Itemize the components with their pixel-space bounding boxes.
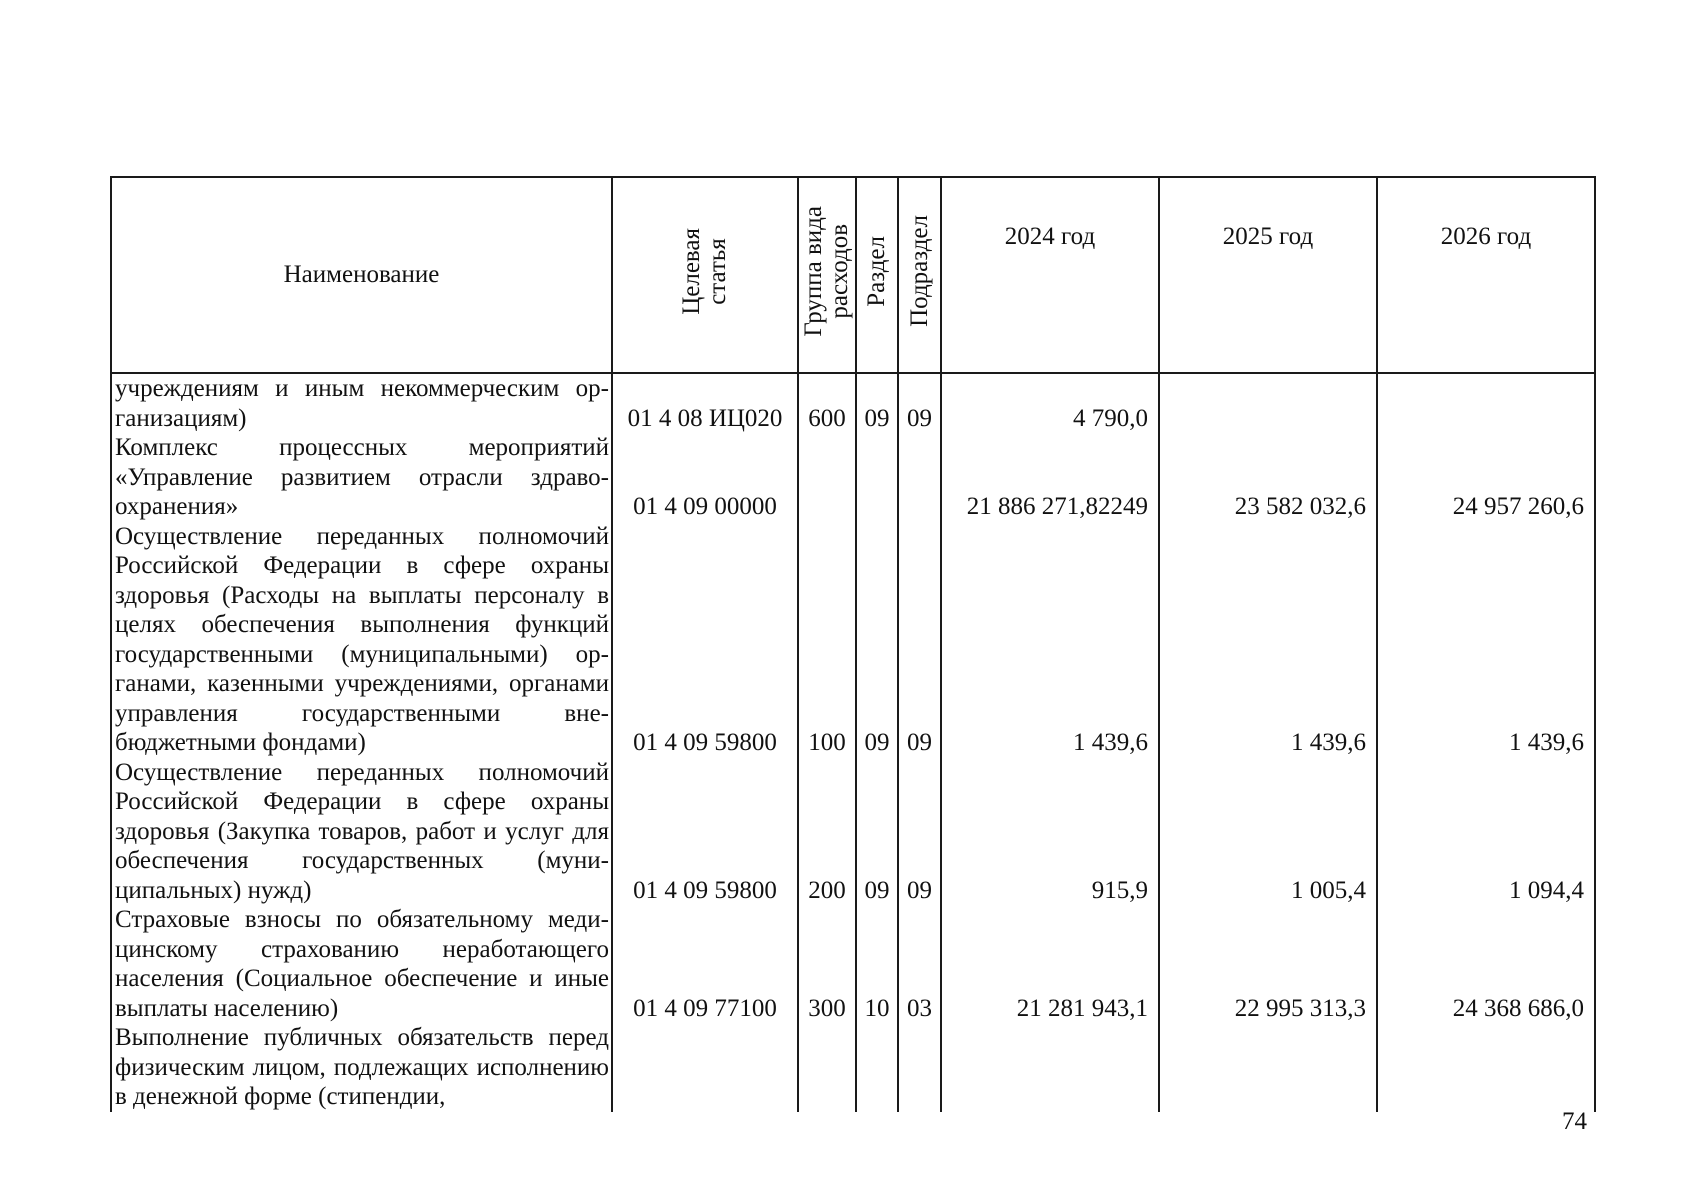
header-subsection: Подраздел	[898, 177, 941, 373]
row-subsection: 09	[898, 373, 941, 433]
table-row	[111, 905, 1595, 1023]
page-number: 74	[1562, 1108, 1587, 1135]
row-section: 09	[856, 373, 898, 433]
row-target-article	[612, 1023, 798, 1112]
row-value-2024	[941, 1023, 1159, 1112]
row-section: 09	[856, 522, 898, 758]
header-section: Раздел	[856, 177, 898, 373]
row-subsection: 03	[898, 905, 941, 1023]
row-value-2026	[1377, 1023, 1595, 1112]
budget-table	[110, 176, 1596, 1112]
row-section	[856, 433, 898, 522]
row-target-article: 01 4 09 59800	[612, 758, 798, 906]
row-name: Комплекс процессных мероприятий «Управление развитием отрасли здравоохранения»	[111, 433, 612, 522]
row-value-2026: 1 439,6	[1377, 522, 1595, 758]
table-row	[111, 522, 1595, 758]
row-value-2025	[1159, 1023, 1377, 1112]
header-target-article: Целевая статья	[612, 177, 798, 373]
header-expense-group: Группа вида расходов	[798, 177, 856, 373]
table-row	[111, 1023, 1595, 1112]
row-name: учреждениям и иным некоммерческим организациям)	[111, 373, 612, 433]
row-target-article: 01 4 09 59800	[612, 522, 798, 758]
row-value-2025: 23 582 032,6	[1159, 433, 1377, 522]
row-subsection: 09	[898, 522, 941, 758]
row-value-2025: 1 005,4	[1159, 758, 1377, 906]
row-subsection	[898, 433, 941, 522]
row-section: 10	[856, 905, 898, 1023]
row-value-2025	[1159, 373, 1377, 433]
row-section	[856, 1023, 898, 1112]
row-target-article: 01 4 09 00000	[612, 433, 798, 522]
table-row	[111, 433, 1595, 522]
row-target-article: 01 4 09 77100	[612, 905, 798, 1023]
row-expense-group: 300	[798, 905, 856, 1023]
row-name: Осуществление переданных полномочий Российской Федерации в сфере охраны здоровья (Закупка товаров, работ и услуг для обеспечения государственных (муниципальных) нужд)	[111, 758, 612, 906]
header-year-2024: 2024 год	[941, 177, 1159, 373]
row-value-2024: 4 790,0	[941, 373, 1159, 433]
row-value-2026: 24 368 686,0	[1377, 905, 1595, 1023]
row-value-2024: 915,9	[941, 758, 1159, 906]
row-value-2024: 21 886 271,82249	[941, 433, 1159, 522]
table-row	[111, 758, 1595, 906]
row-subsection: 09	[898, 758, 941, 906]
row-section: 09	[856, 758, 898, 906]
header-year-2026: 2026 год	[1377, 177, 1595, 373]
row-value-2025: 1 439,6	[1159, 522, 1377, 758]
row-target-article: 01 4 08 ИЦ020	[612, 373, 798, 433]
row-expense-group	[798, 433, 856, 522]
row-expense-group: 200	[798, 758, 856, 906]
row-value-2026	[1377, 373, 1595, 433]
row-value-2026: 1 094,4	[1377, 758, 1595, 906]
header-year-2025: 2025 год	[1159, 177, 1377, 373]
row-name: Осуществление переданных полномочий Российской Федерации в сфере охраны здоровья (Расходы на выплаты персоналу в целях обеспечения выполнения функций государственными (муниципальными) органами, казенными учреждениями, органами управления государственными внебюджетными фондами)	[111, 522, 612, 758]
table-row	[111, 373, 1595, 433]
row-value-2026: 24 957 260,6	[1377, 433, 1595, 522]
row-expense-group: 100	[798, 522, 856, 758]
header-row	[111, 177, 1595, 373]
row-value-2024: 21 281 943,1	[941, 905, 1159, 1023]
row-name: Выполнение публичных обязательств перед физическим лицом, подлежащих исполнению в денежной форме (стипендии,	[111, 1023, 612, 1112]
row-subsection	[898, 1023, 941, 1112]
row-value-2025: 22 995 313,3	[1159, 905, 1377, 1023]
row-expense-group: 600	[798, 373, 856, 433]
header-name: Наименование	[111, 177, 612, 373]
row-expense-group	[798, 1023, 856, 1112]
row-value-2024: 1 439,6	[941, 522, 1159, 758]
row-name: Страховые взносы по обязательному медицинскому страхованию неработающего населения (Социальное обеспечение и иные выплаты населению)	[111, 905, 612, 1023]
